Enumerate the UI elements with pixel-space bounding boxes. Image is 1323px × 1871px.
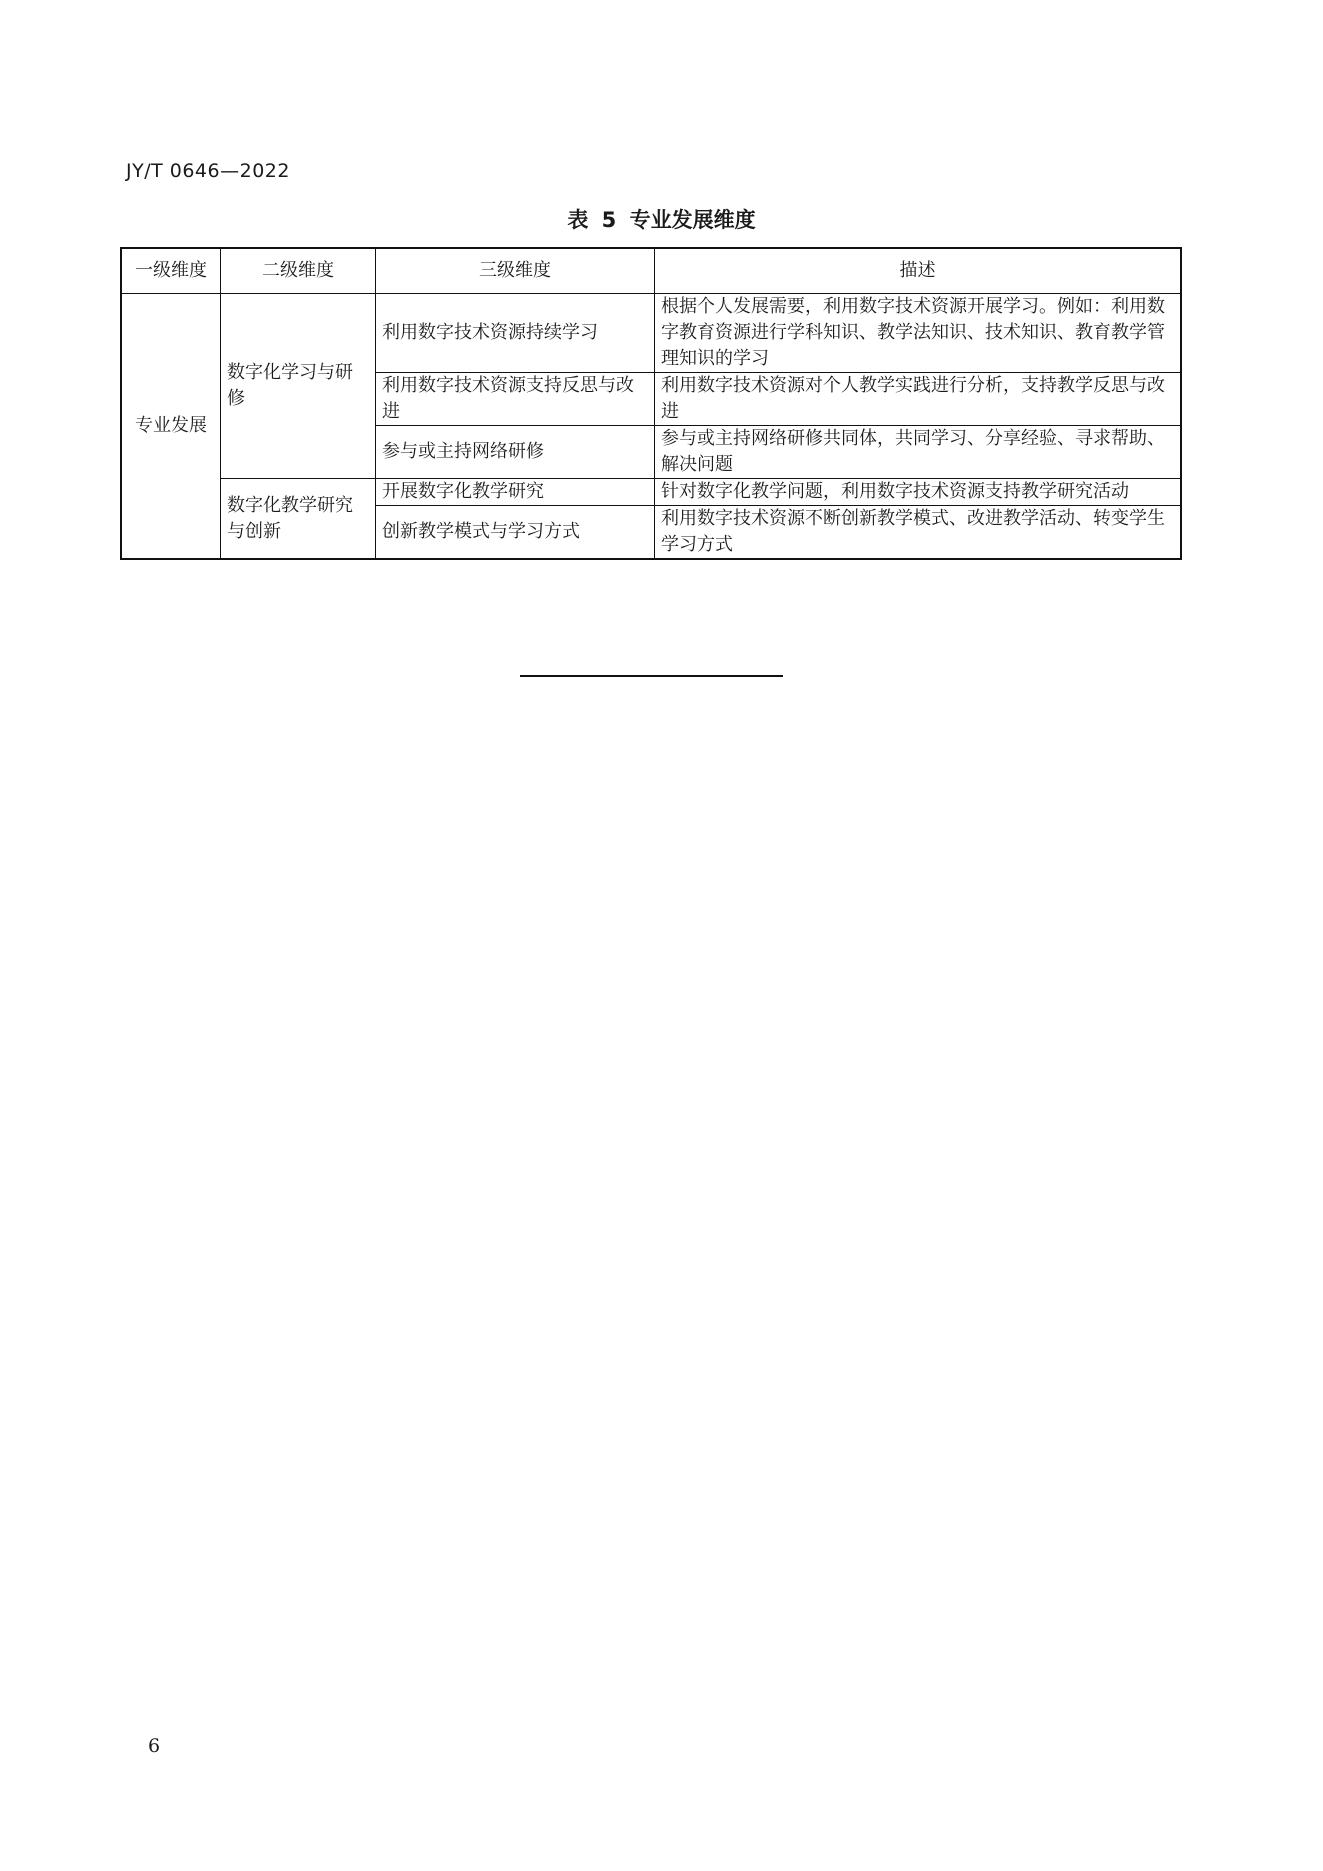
table-title: 表 5 专业发展维度 (567, 208, 756, 232)
description-cell: 利用数字技术资源不断创新教学模式、改进教学活动、转变学生学习方式 (655, 506, 1182, 560)
level2-cell: 数字化教学研究与创新 (221, 479, 376, 560)
description-cell: 参与或主持网络研修共同体，共同学习、分享经验、寻求帮助、解决问题 (655, 426, 1182, 479)
level3-cell: 参与或主持网络研修 (376, 426, 655, 479)
level3-cell: 利用数字技术资源持续学习 (376, 294, 655, 373)
column-header-description: 描述 (655, 248, 1182, 294)
column-header-level3: 三级维度 (376, 248, 655, 294)
level3-cell: 利用数字技术资源支持反思与改进 (376, 373, 655, 426)
level3-cell: 开展数字化教学研究 (376, 479, 655, 506)
document-code: JY/T 0646—2022 (126, 160, 290, 182)
table-header-row (121, 248, 1181, 294)
table-row (121, 294, 1181, 373)
description-cell: 根据个人发展需要，利用数字技术资源开展学习。例如：利用数字教育资源进行学科知识、教学法知识、技术知识、教育教学管理知识的学习 (655, 294, 1182, 373)
level2-cell: 数字化学习与研修 (221, 294, 376, 479)
description-cell: 针对数字化教学问题，利用数字技术资源支持教学研究活动 (655, 479, 1182, 506)
column-header-level1: 一级维度 (121, 248, 221, 294)
page-number: 6 (148, 1735, 161, 1757)
level1-cell: 专业发展 (121, 294, 221, 560)
professional-development-table (120, 247, 1182, 560)
description-cell: 利用数字技术资源对个人教学实践进行分析，支持教学反思与改进 (655, 373, 1182, 426)
end-of-section-rule (520, 675, 783, 677)
column-header-level2: 二级维度 (221, 248, 376, 294)
level3-cell: 创新教学模式与学习方式 (376, 506, 655, 560)
table-row (121, 479, 1181, 506)
